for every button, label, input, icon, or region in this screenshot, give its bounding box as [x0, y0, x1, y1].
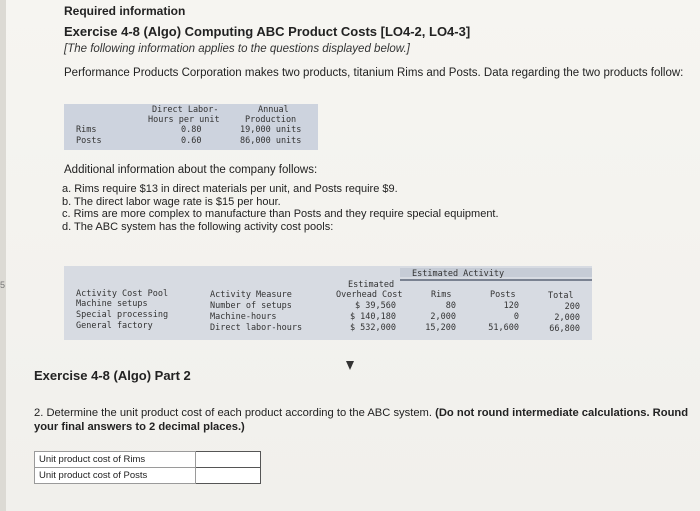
note-text: [The following information applies to the questions displayed below.] [64, 43, 410, 55]
production-header-line1: Annual [258, 105, 289, 115]
posts-unit-cost-input[interactable] [196, 468, 260, 483]
mouse-cursor-icon [346, 361, 354, 370]
left-edge-divider [0, 0, 6, 511]
answer-table [34, 451, 261, 484]
overhead-header-line2: Overhead Cost [336, 290, 403, 300]
row1-overhead: $ 39,560 [355, 301, 396, 311]
rims-unit-cost-input[interactable] [196, 452, 260, 467]
rims-cost-label: Unit product cost of Rims [35, 452, 196, 468]
rims-cost-cell [196, 452, 261, 468]
row3-rims: 15,200 [425, 323, 456, 333]
row1-measure: Number of setups [210, 301, 292, 311]
posts-cost-label: Unit product cost of Posts [35, 468, 196, 484]
row2-posts: 0 [513, 312, 519, 322]
row3-overhead: $ 532,000 [349, 323, 396, 333]
list-item: d. The ABC system has the following activity cost pools: [62, 220, 334, 233]
row1-posts: 120 [503, 301, 519, 311]
measure-header: Activity Measure [210, 290, 292, 300]
row1-pool: Machine setups [76, 299, 148, 309]
hours-header-line2: Hours per unit [148, 115, 220, 125]
row-posts-name: Posts [76, 136, 102, 146]
row2-measure: Machine-hours [210, 312, 277, 322]
header [64, 4, 684, 79]
row2-overhead: $ 140,180 [349, 312, 396, 322]
row3-measure: Direct labor-hours [210, 323, 303, 333]
list-item: a. Rims require $13 in direct materials per unit, and Posts require $9. [62, 183, 398, 195]
posts-header: Posts [490, 290, 516, 300]
row1-rims: 80 [445, 301, 456, 311]
question-text [34, 406, 696, 434]
row3-total: 66,800 [549, 324, 580, 334]
table-row [35, 452, 261, 468]
exercise-title: Exercise 4-8 (Algo) Computing ABC Product Costs [LO4-2, LO4-3] [64, 24, 471, 39]
group-header-underline [400, 279, 592, 281]
question-instructions: (Do not round intermediate calculations. Round your final answers to 2 decimal places.) [34, 407, 689, 433]
hours-header-line1: Direct Labor- [152, 105, 219, 115]
additional-info-heading: Additional information about the company follows: [64, 164, 318, 176]
overhead-header-line1: Estimated [348, 280, 395, 290]
list-item: c. Rims are more complex to manufacture than Posts and they require special equipment. [62, 208, 499, 221]
intro-text: Performance Products Corporation makes two products, titanium Rims and Posts. Data regarding the two products follow: [64, 67, 684, 79]
row-rims-hours: 0.80 [181, 125, 202, 135]
row3-posts: 51,600 [488, 323, 519, 333]
production-header-line2: Production [245, 115, 297, 125]
list-item: b. The direct labor wage rate is $15 per hour. [62, 195, 281, 208]
product-data-table [64, 104, 318, 150]
required-information-label: Required information [64, 4, 186, 18]
row3-pool: General factory [76, 321, 153, 331]
row2-rims: 2,000 [430, 312, 456, 322]
question-plain: 2. Determine the unit product cost of each product according to the ABC system. [34, 407, 436, 419]
table-row [35, 468, 261, 484]
row2-total: 2,000 [554, 313, 580, 323]
activity-cost-pool-table [64, 266, 592, 340]
row-rims-production: 19,000 units [240, 125, 302, 135]
additional-info-list [62, 183, 499, 233]
left-edge-mark: 5 [0, 280, 6, 290]
row2-pool: Special processing [76, 310, 169, 320]
estimated-activity-header: Estimated Activity [412, 269, 505, 279]
row-posts-production: 86,000 units [240, 136, 302, 146]
row-rims-name: Rims [76, 125, 97, 135]
row1-total: 200 [564, 302, 580, 312]
part2-title: Exercise 4-8 (Algo) Part 2 [34, 368, 191, 383]
pool-header: Activity Cost Pool [76, 289, 169, 299]
total-header: Total [548, 291, 574, 301]
row-posts-hours: 0.60 [181, 136, 202, 146]
rims-header: Rims [431, 290, 452, 300]
posts-cost-cell [196, 468, 261, 484]
